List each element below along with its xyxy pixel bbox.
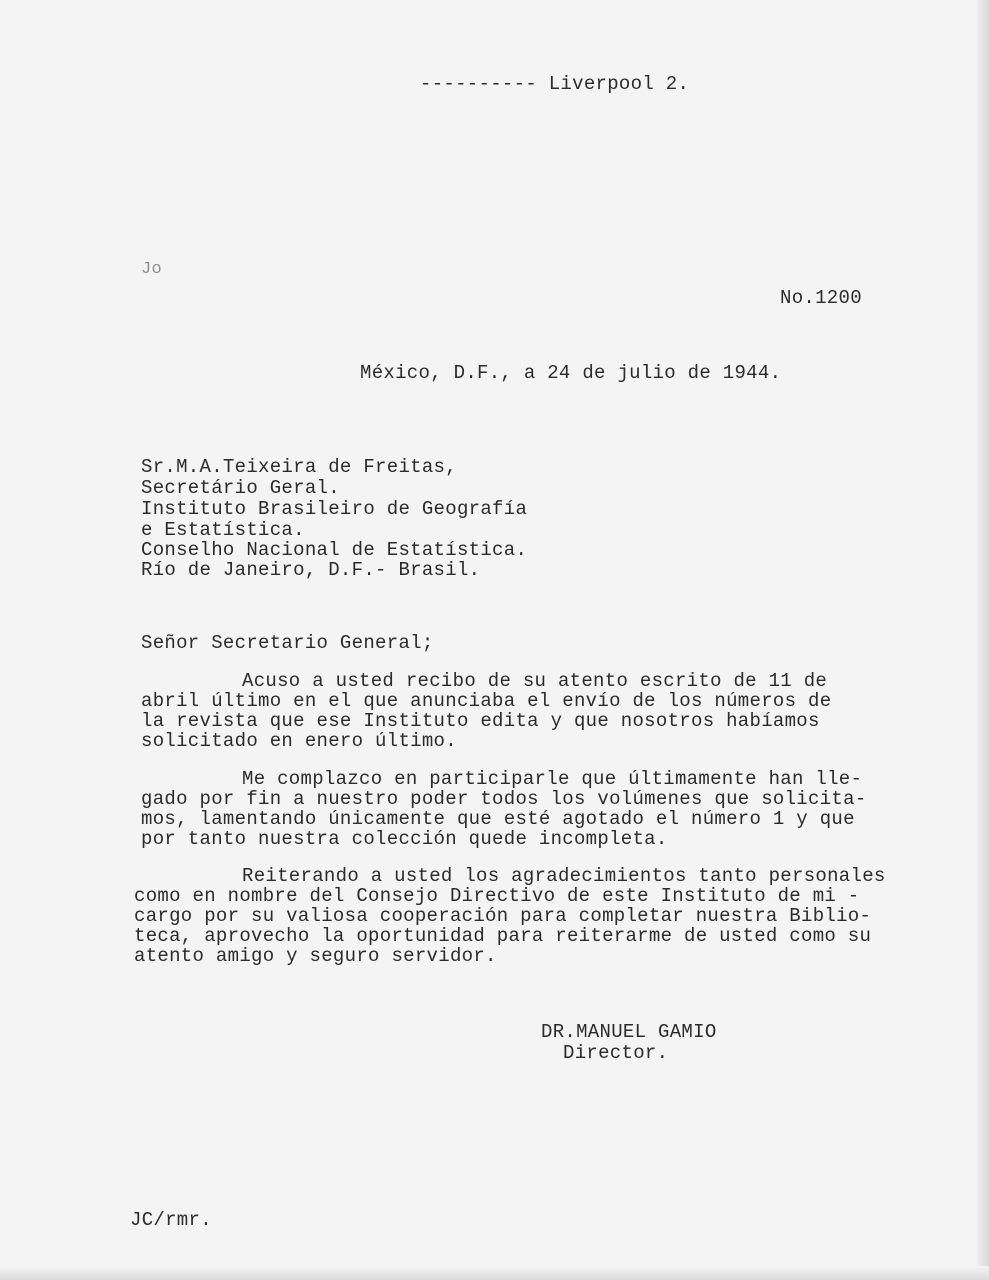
paragraph-line: abril último en el que anunciaba el envío de los números de [141, 690, 832, 712]
signature-title: Director. [563, 1042, 669, 1064]
paragraph-line: la revista que ese Instituto edita y que nosotros habíamos [141, 710, 820, 732]
paragraph-line: Acuso a usted recibo de su atento escrito de 11 de [242, 670, 828, 692]
paragraph-line: por tanto nuestra colección quede incompleta. [141, 828, 668, 850]
paragraph-line: como en nombre del Consejo Directivo de este Instituto de mi - [134, 885, 860, 907]
paragraph-line: atento amigo y seguro servidor. [134, 945, 497, 967]
reference-line: ---------- Liverpool 2. [420, 73, 690, 95]
typist-initials: JC/rmr. [130, 1209, 212, 1231]
recipient-line: Instituto Brasileiro de Geografía [141, 498, 528, 520]
paragraph-line: Me complazco en participarle que últimamente han lle- [242, 768, 863, 790]
paragraph-line: solicitado en enero último. [141, 730, 457, 752]
paragraph-line: teca, aprovecho la oportunidad para reiterarme de usted como su [134, 925, 872, 947]
date-line: México, D.F., a 24 de julio de 1944. [360, 362, 782, 384]
page-edge-shadow [975, 0, 989, 1280]
signature-name: DR.MANUEL GAMIO [541, 1021, 717, 1043]
recipient-line: Secretário Geral. [141, 477, 340, 499]
salutation: Señor Secretario General; [141, 632, 434, 654]
recipient-line: Sr.M.A.Teixeira de Freitas, [141, 456, 457, 478]
recipient-line: Conselho Nacional de Estatística. [141, 539, 528, 561]
paragraph-line: cargo por su valiosa cooperación para completar nuestra Biblio- [134, 905, 872, 927]
recipient-line: e Estatística. [141, 519, 305, 541]
document-number: No.1200 [780, 287, 862, 309]
page-bottom-shadow [0, 1266, 989, 1280]
paragraph-line: mos, lamentando únicamente que esté agotado el número 1 y que [141, 808, 855, 830]
recipient-line: Río de Janeiro, D.F.- Brasil. [141, 559, 481, 581]
paragraph-line: Reiterando a usted los agradecimientos tanto personales [242, 865, 886, 887]
paragraph-line: gado por fin a nuestro poder todos los volúmenes que solicita- [141, 788, 867, 810]
faded-initials: Jo [141, 260, 163, 279]
